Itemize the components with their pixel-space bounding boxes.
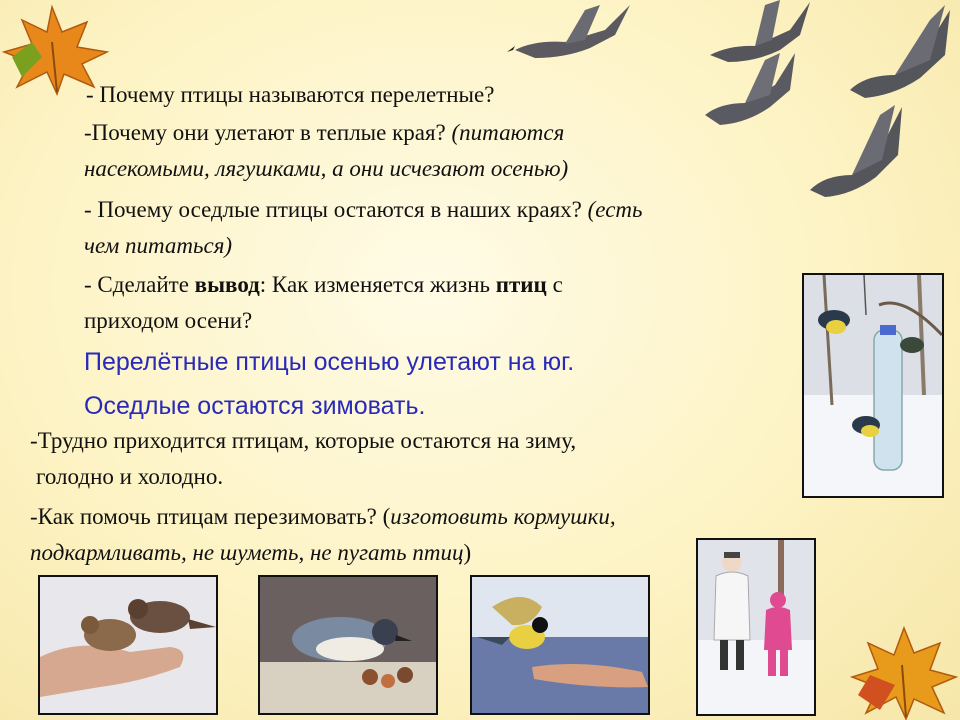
conclusion-line-1: Перелётные птицы осенью улетают на юг.	[84, 348, 575, 376]
question-4-bold-conclusion: вывод	[194, 272, 260, 297]
question-2-answer: (питаются	[451, 120, 565, 145]
question-3-answer-continued: чем питаться)	[84, 233, 233, 258]
goose-icon	[695, 45, 805, 135]
goose-icon	[840, 0, 960, 110]
sparrows-hand-photo	[38, 575, 218, 715]
question-1	[86, 78, 494, 112]
winter-line-3-answer: изготовить кормушки,	[390, 504, 616, 529]
winter-line-4-close: )	[463, 540, 472, 565]
winter-line-4-answer: подкармливать, не шуметь, не пугать птиц	[30, 540, 464, 565]
question-2	[84, 116, 564, 150]
question-3-continued	[84, 229, 232, 263]
winter-line-1: -Трудно приходится птицам, которые остаются на зиму,	[30, 428, 577, 453]
question-4-suffix: с	[546, 272, 563, 297]
winter-line-3-text: -Как помочь птицам перезимовать? (	[30, 504, 391, 529]
winter-line-3	[30, 500, 616, 534]
question-3-answer: (есть	[587, 197, 643, 222]
question-2-text: -Почему они улетают в теплые края?	[84, 120, 452, 145]
question-2-continued	[84, 152, 568, 186]
titmouse-hand-photo	[470, 575, 650, 715]
question-4-continued	[84, 304, 252, 338]
nuthatch-photo	[258, 575, 438, 715]
question-4-middle: : Как изменяется жизнь	[259, 272, 496, 297]
question-4-prefix: - Сделайте	[84, 272, 195, 297]
question-4-bold-birds: птиц	[495, 272, 547, 297]
question-2-answer-continued: насекомыми, лягушками, а они исчезают осенью)	[84, 156, 569, 181]
question-4	[84, 268, 563, 302]
question-4-continued-text: приходом осени?	[84, 308, 253, 333]
winter-line-2: голодно и холодно.	[36, 464, 224, 489]
grandmother-child-photo	[696, 538, 816, 716]
conclusion-line-2: Оседлые остаются зимовать.	[84, 392, 426, 420]
question-1-text: - Почему птицы называются перелетные?	[86, 82, 495, 107]
goose-icon	[505, 0, 635, 70]
goose-icon	[800, 95, 910, 205]
question-3-text: - Почему оседлые птицы остаются в наших краях?	[84, 197, 588, 222]
bird-feeder-photo	[802, 273, 944, 498]
winter-line-4	[30, 536, 471, 570]
question-3	[84, 193, 643, 227]
maple-leaf-icon	[850, 625, 958, 720]
